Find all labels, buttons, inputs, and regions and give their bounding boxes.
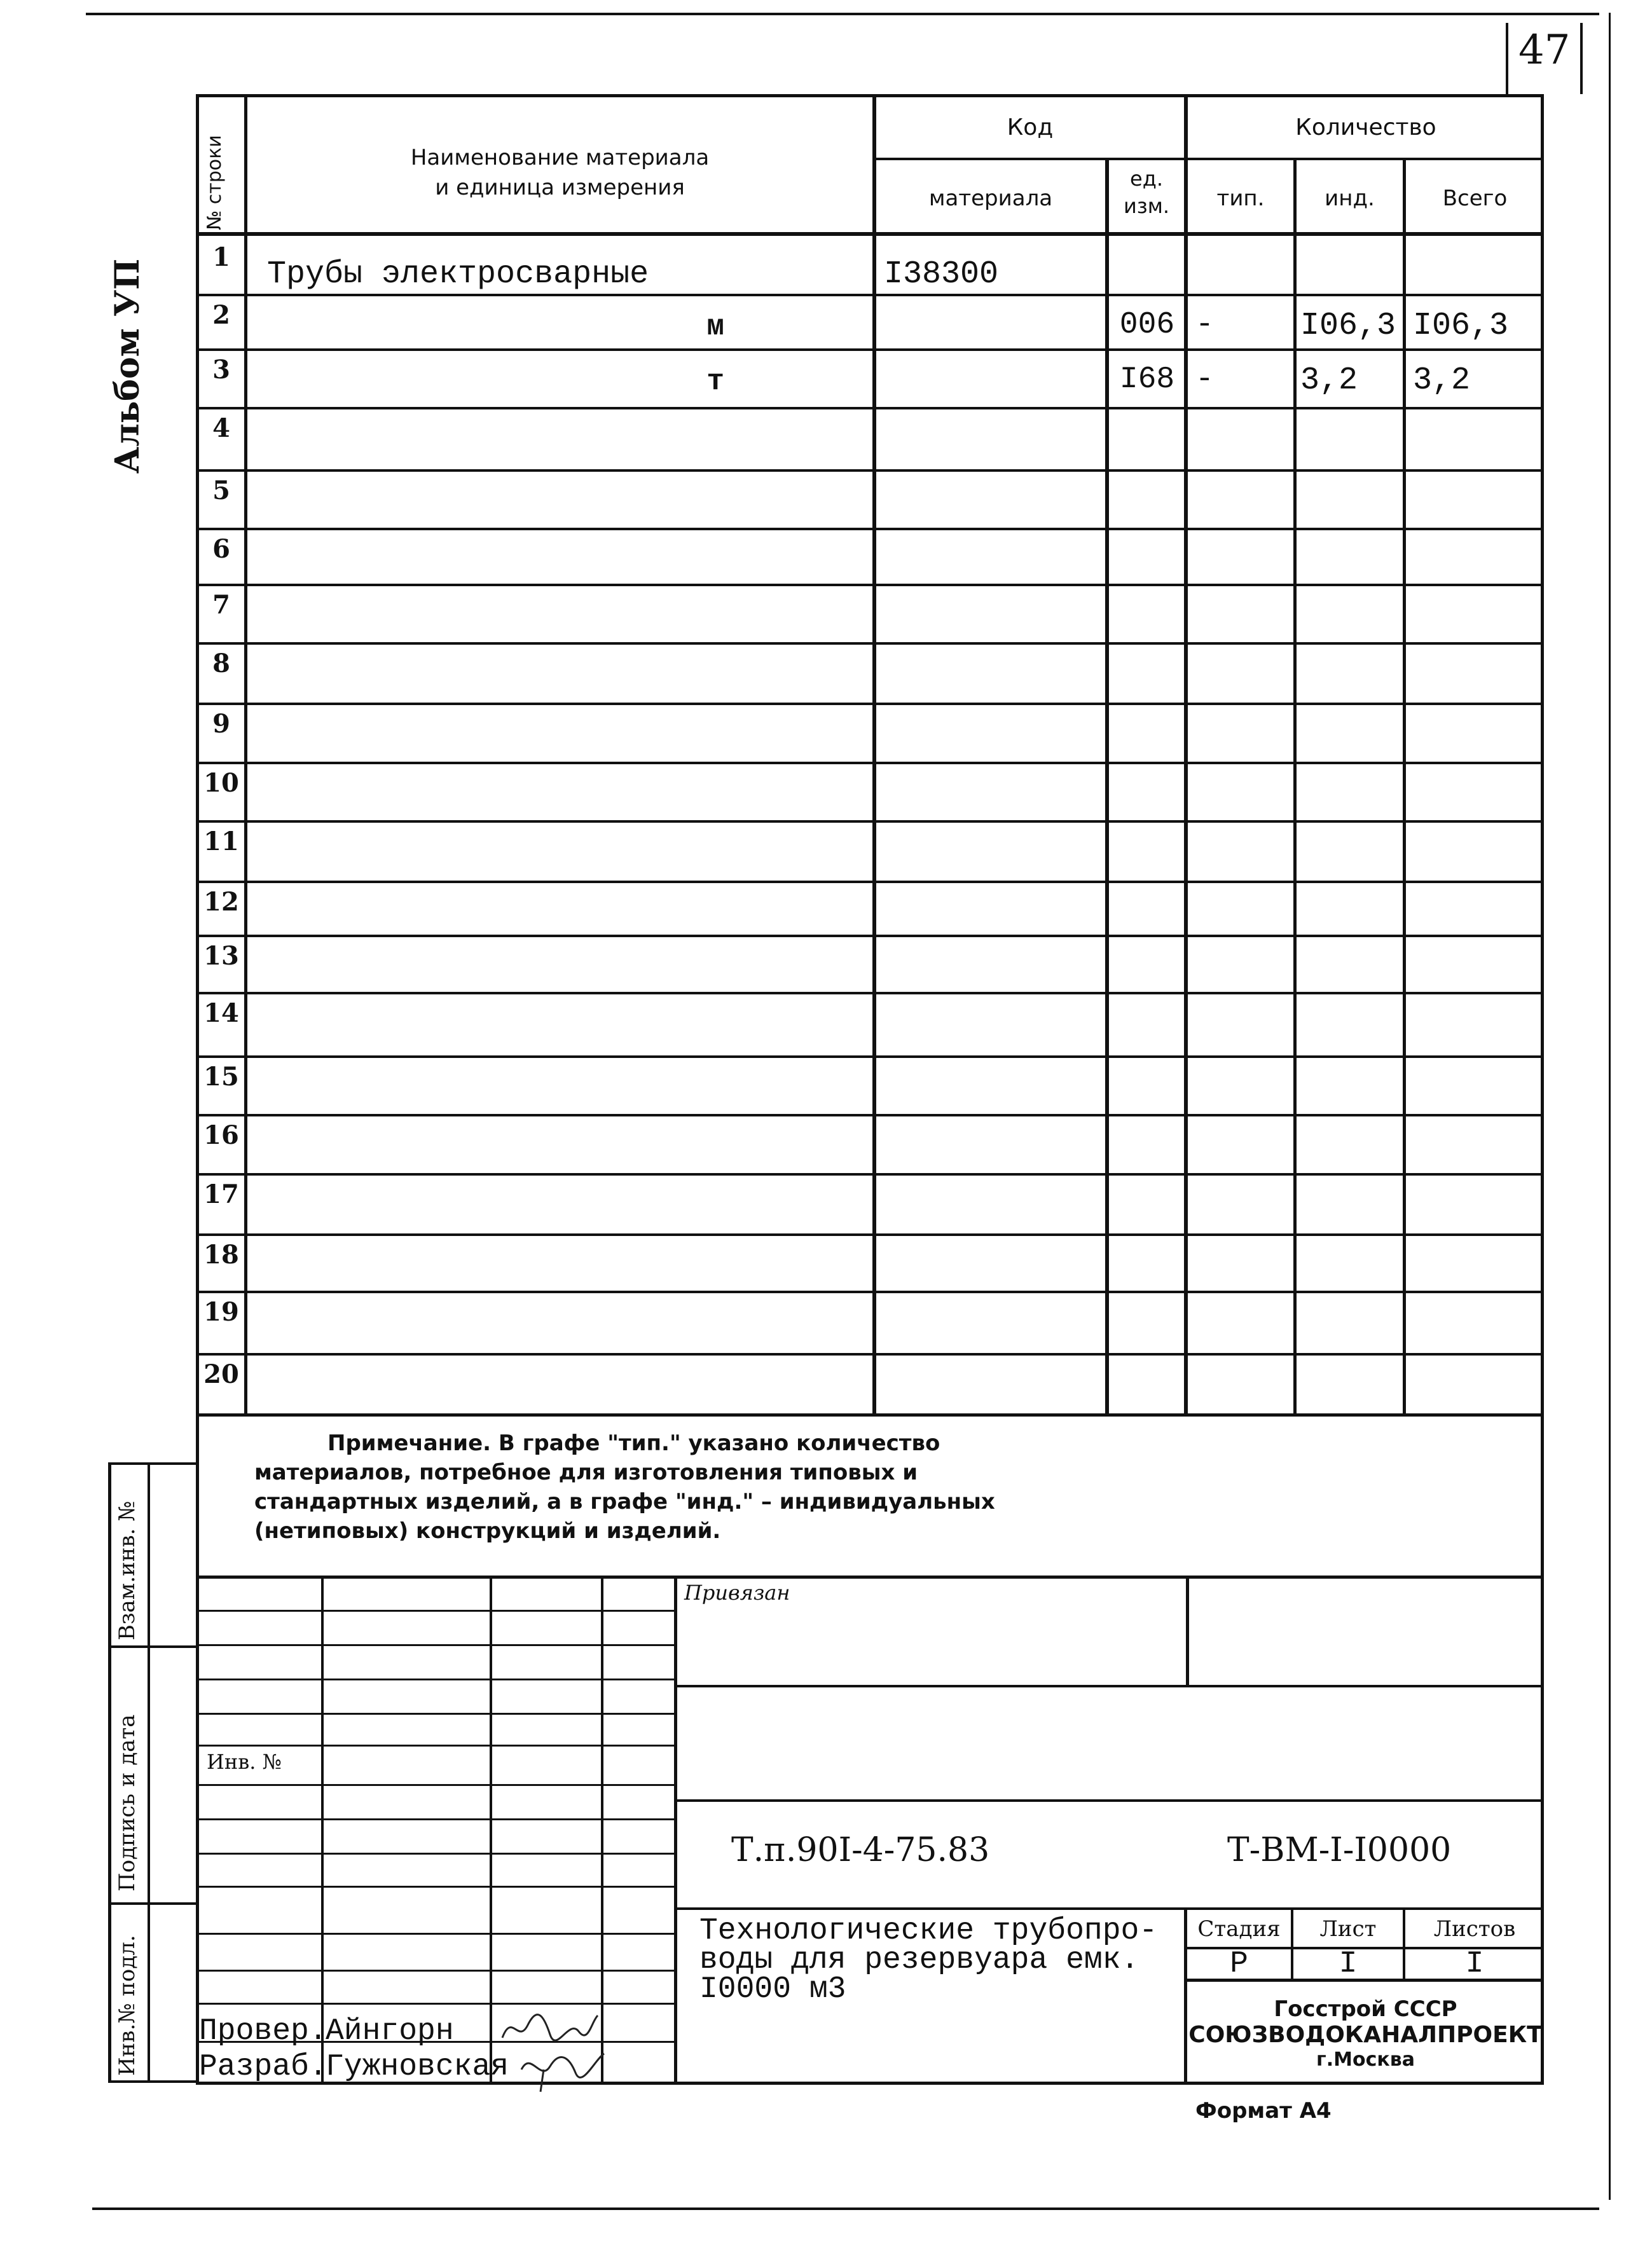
title-line-3: I0000 м3: [699, 1972, 846, 2007]
code-row-top: [674, 1799, 1544, 1802]
row-line: [196, 820, 1544, 823]
stamp-col-b: [490, 1576, 492, 2084]
row-number: 20: [203, 1359, 239, 1389]
bottom-border: [92, 2207, 1599, 2210]
row-line: [196, 1055, 1544, 1058]
stamp-row-line: [196, 1745, 677, 1747]
row-total: 3,2: [1413, 362, 1471, 399]
stamp-col-d: [674, 1576, 677, 2084]
side-label-vzam: Взам.инв. №: [114, 1500, 140, 1640]
note-line-3: стандартных изделий, а в графе "инд." – индивидуальных: [254, 1489, 995, 1514]
row-line: [196, 294, 1544, 296]
row-line: [196, 584, 1544, 586]
row-number: 8: [212, 649, 230, 678]
stamp-col-a: [321, 1576, 324, 2084]
inv-no-label: Инв. №: [207, 1750, 282, 1774]
note-left-line: [196, 1417, 199, 2084]
row-number: 16: [203, 1120, 239, 1150]
row-line: [196, 528, 1544, 530]
row-line: [196, 407, 1544, 409]
row-name: Трубы электросварные: [267, 256, 649, 292]
org-line-3: г.Москва: [1316, 2049, 1415, 2071]
stage-value: Р: [1230, 1947, 1248, 1981]
signature-razrab: [518, 2050, 607, 2095]
side-label-podpis: Подпись и дата: [114, 1714, 140, 1892]
header-name-line2: и единица измерения: [435, 175, 685, 200]
side-col-mid: [148, 1462, 150, 2083]
header-code-unit-1: ед.: [1130, 167, 1163, 191]
privyazan-divider: [1186, 1576, 1189, 1686]
note-line-2: материалов, потребное для изготовления типовых и: [254, 1460, 918, 1485]
note-line-4: (нетиповых) конструкций и изделий.: [254, 1518, 721, 1544]
org-line-2: СОЮЗВОДОКАНАЛПРОЕКТ: [1188, 2022, 1543, 2048]
header-qty-typ: тип.: [1216, 186, 1265, 211]
row-number: 1: [212, 242, 230, 272]
row-number: 15: [203, 1062, 239, 1092]
prover-role: Провер.: [199, 2014, 327, 2049]
row-number: 17: [203, 1179, 239, 1209]
header-name-line1: Наименование материала: [410, 145, 710, 170]
row-number: 4: [212, 413, 230, 443]
row-number: 6: [212, 534, 230, 564]
title-line-2: воды для резервуара емк.: [699, 1943, 1139, 1977]
page-number: 47: [1518, 27, 1571, 74]
note-line-1: Примечание. В графе "тип." указано количество: [327, 1431, 940, 1456]
razrab-role: Разраб.: [199, 2050, 327, 2084]
top-border: [86, 13, 1599, 15]
materials-table: [196, 94, 1544, 1417]
prover-name: Айнгорн: [326, 2014, 454, 2049]
col-line-unit: [1184, 94, 1188, 1417]
row-ind: 3,2: [1300, 362, 1358, 399]
row-number: 11: [203, 827, 239, 856]
doc-code-left: Т.п.90I-4-75.83: [731, 1831, 990, 1869]
doc-code-right: Т-ВМ-I-I0000: [1227, 1831, 1452, 1869]
title-line-1: Технологические трубопро-: [699, 1914, 1158, 1948]
stamp-row-line: [196, 1679, 677, 1680]
sheets-label: Листов: [1433, 1916, 1516, 1942]
row-number: 7: [212, 590, 230, 620]
row-line: [196, 1291, 1544, 1293]
stamp-row-line: [196, 1933, 677, 1935]
header-qty-total: Всего: [1442, 186, 1508, 211]
row-name: т: [706, 365, 724, 398]
header-row-number: № строки: [203, 135, 226, 230]
side-col-bottom: [108, 2080, 197, 2083]
row-line: [196, 703, 1544, 705]
header-quantity: Количество: [1295, 114, 1436, 141]
row-line: [196, 935, 1544, 937]
sheets-value: I: [1465, 1947, 1484, 1981]
row-line: [196, 1173, 1544, 1176]
row-ind: I06,3: [1300, 308, 1396, 344]
row-number: 19: [203, 1297, 239, 1327]
stamp-row-line: [196, 1713, 677, 1715]
row-unit: 006: [1119, 308, 1175, 342]
stamp-row-line: [196, 1886, 677, 1888]
row-number: 2: [212, 300, 230, 330]
row-code: I38300: [884, 256, 999, 292]
header-bottom-line: [196, 232, 1544, 236]
row-line: [196, 642, 1544, 645]
row-line: [196, 1233, 1544, 1236]
org-line-1: Госстрой СССР: [1274, 1996, 1457, 2022]
stamp-row-line: [196, 2003, 677, 2005]
row-number: 14: [203, 998, 239, 1028]
album-label: Альбом УП: [108, 258, 147, 474]
row-number: 3: [212, 355, 230, 385]
row-typ: -: [1195, 308, 1214, 342]
row-typ: -: [1195, 362, 1214, 397]
col-line-rownum: [244, 94, 247, 1417]
note-bottom-line: [196, 1576, 1544, 1579]
row-number: 9: [212, 709, 230, 739]
row-number: 12: [203, 887, 239, 917]
sheet-label: Лист: [1319, 1916, 1377, 1942]
signature-prover: [499, 2009, 601, 2047]
row-number: 5: [212, 476, 230, 505]
side-col-left: [108, 1462, 111, 2083]
stamp-col-c: [601, 1576, 603, 2084]
privyazan-label: Привязан: [684, 1581, 790, 1605]
code-row-bottom: [674, 1907, 1544, 1910]
stage-label: Стадия: [1197, 1916, 1281, 1942]
stamp-row-line: [196, 1784, 677, 1786]
header-code: Код: [1007, 114, 1054, 141]
row-total: I06,3: [1413, 308, 1509, 344]
side-label-inv-podl: Инв.№ подл.: [114, 1935, 140, 2076]
side-col-div1: [108, 1645, 197, 1648]
row-line: [196, 881, 1544, 883]
row-line: [196, 469, 1544, 472]
side-col-div2: [108, 1902, 197, 1905]
row-line: [196, 1353, 1544, 1356]
col-line-name: [872, 94, 876, 1417]
stamp-row-line: [196, 1644, 677, 1646]
row-line: [196, 348, 1544, 351]
page-number-box-right: [1580, 23, 1583, 94]
header-qty-ind: инд.: [1325, 186, 1375, 211]
stamp-row-line: [196, 1853, 677, 1855]
row-line: [196, 1114, 1544, 1116]
side-col-top: [108, 1462, 197, 1465]
row-number: 10: [203, 768, 239, 798]
row-name: м: [706, 310, 724, 343]
header-code-material: материала: [928, 186, 1053, 211]
note-right-line: [1541, 1417, 1544, 2084]
header-mid-line: [872, 158, 1544, 160]
sheet-value: I: [1339, 1947, 1358, 1981]
stamp-row-line: [196, 1610, 677, 1612]
stamp-row-line: [196, 1818, 677, 1820]
row-number: 13: [203, 941, 239, 971]
privyazan-bottom: [674, 1685, 1544, 1687]
format-label: Формат А4: [1195, 2098, 1332, 2124]
stamp-row-line: [196, 1970, 677, 1972]
row-unit: I68: [1119, 362, 1175, 397]
right-margin-line: [1609, 13, 1611, 2200]
header-code-unit-2: изм.: [1123, 194, 1170, 218]
page-number-box-left: [1506, 23, 1508, 94]
row-line: [196, 992, 1544, 994]
row-line: [196, 762, 1544, 764]
row-number: 18: [203, 1240, 239, 1270]
razrab-name: Гужновская: [326, 2050, 509, 2084]
